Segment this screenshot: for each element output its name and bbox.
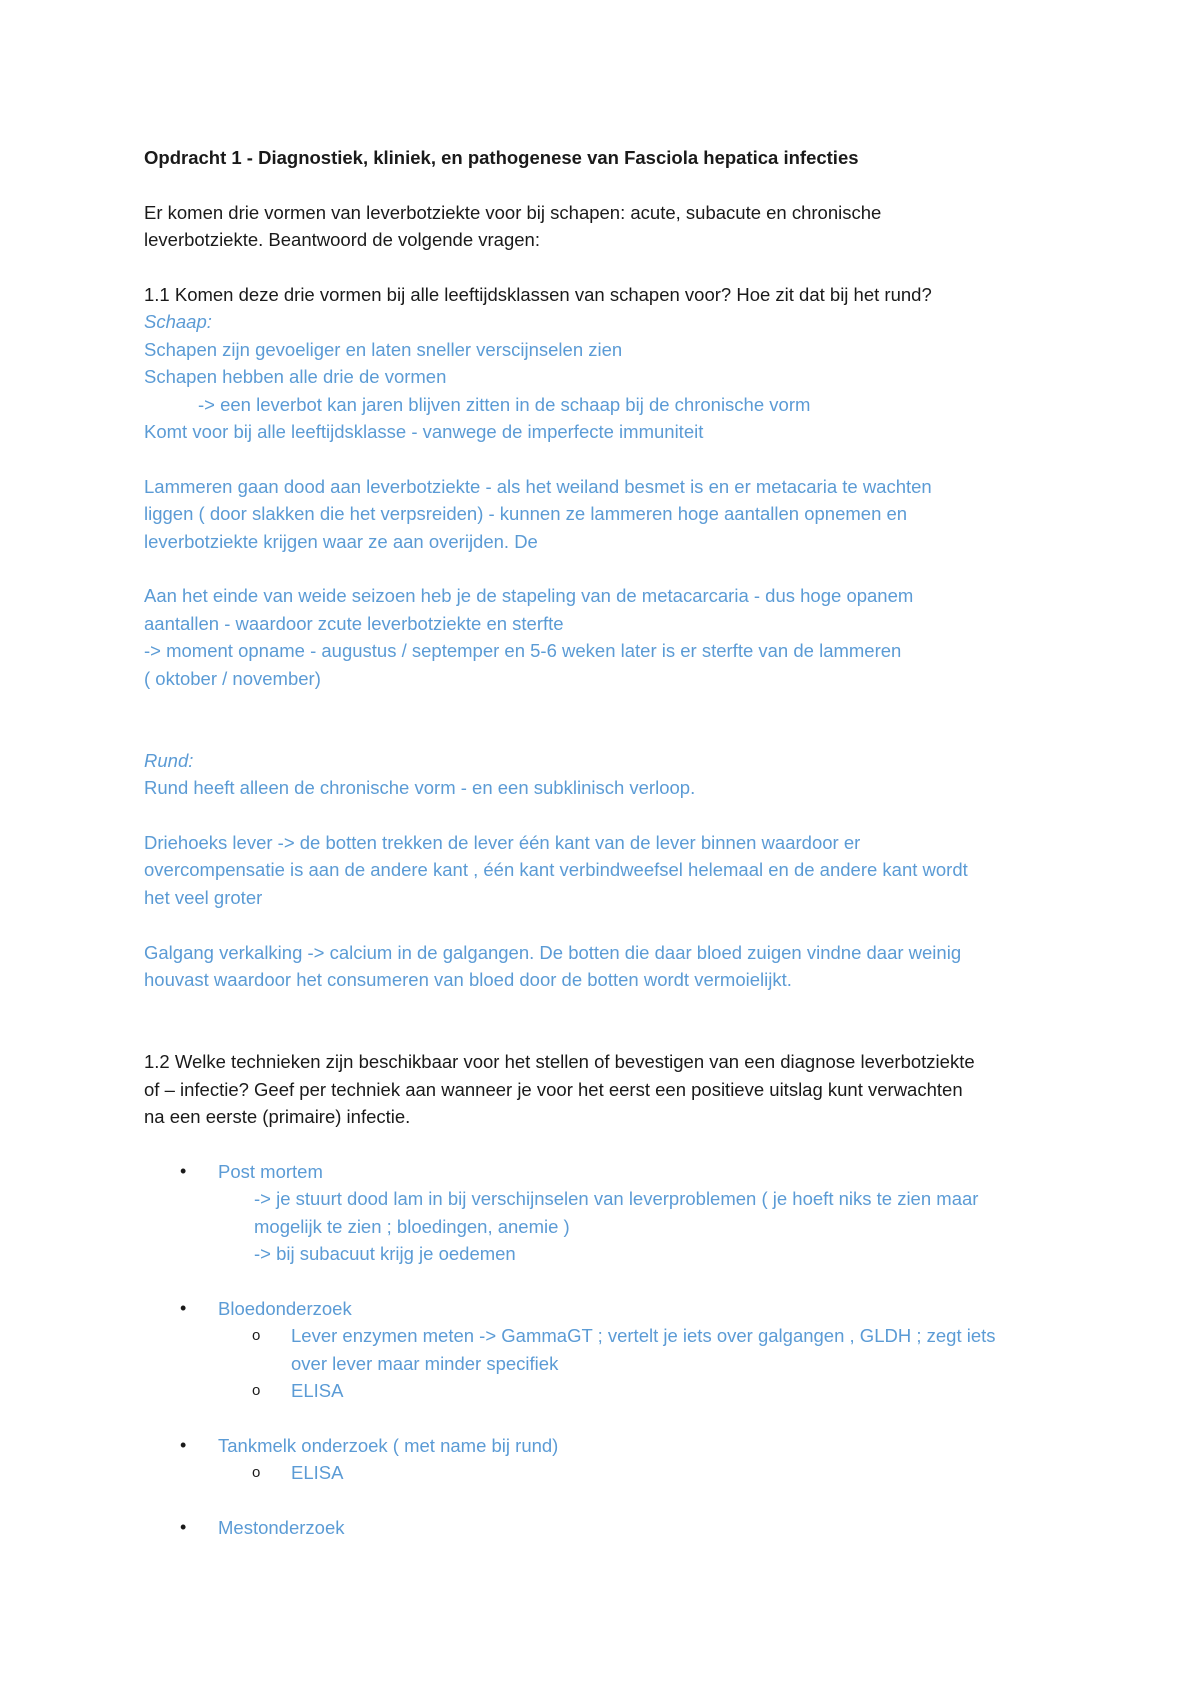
lammeren-line: liggen ( door slakken die het verpsreiden) - kunnen ze lammeren hoge aantallen opnemen en bbox=[144, 503, 908, 525]
lammeren-line: leverbotziekte krijgen waar ze aan overijden. De bbox=[144, 530, 538, 552]
sub-list-item bbox=[144, 1377, 1064, 1404]
seizoen-line: ( oktober / november) bbox=[144, 667, 321, 689]
bullet-icon: • bbox=[180, 1297, 187, 1318]
intro-line-2: leverbotziekte. Beantwoord de volgende vragen: bbox=[144, 229, 540, 251]
driehoeks-line: Driehoeks lever -> de botten trekken de lever één kant van de lever binnen waardoor er bbox=[144, 832, 861, 854]
question-1-2-line: of – infectie? Geef per techniek aan wanneer je voor het eerst een positieve uitslag kunt verwachten bbox=[144, 1078, 963, 1100]
answer-line: Komt voor bij alle leeftijdsklasse - vanwege de imperfecte immuniteit bbox=[144, 421, 704, 443]
galgang-line: houvast waardoor het consumeren van bloed door de botten wordt vermoielijkt. bbox=[144, 969, 792, 991]
list-item-label: Tankmelk onderzoek ( met name bij rund) bbox=[218, 1434, 559, 1456]
question-1-2-line: 1.2 Welke technieken zijn beschikbaar voor het stellen of bevestigen van een diagnose leverbotziekte bbox=[144, 1051, 975, 1073]
document-title: Opdracht 1 - Diagnostiek, kliniek, en pathogenese van Fasciola hepatica infecties bbox=[144, 147, 859, 168]
list-item-label: Post mortem bbox=[218, 1160, 323, 1182]
bullet-icon: • bbox=[180, 1517, 187, 1538]
sub-bullet-icon: o bbox=[252, 1382, 261, 1400]
answer-line: Schapen zijn gevoeliger en laten sneller verscijnselen zien bbox=[144, 338, 623, 360]
list-item-bloedonderzoek bbox=[144, 1295, 1064, 1322]
sub-list-item bbox=[144, 1459, 1064, 1486]
sub-list-item bbox=[144, 1322, 1064, 1349]
question-1-2-line: na een eerste (primaire) infectie. bbox=[144, 1106, 411, 1128]
list-item-tankmelk bbox=[144, 1432, 1064, 1459]
document-page bbox=[144, 144, 1064, 1542]
lammeren-line: Lammeren gaan dood aan leverbotziekte - als het weiland besmet is en er metacaria te wachten bbox=[144, 475, 932, 497]
list-item-mestonderzoek bbox=[144, 1514, 1064, 1541]
bullet-icon: • bbox=[180, 1434, 187, 1455]
list-item-label: Mestonderzoek bbox=[218, 1517, 345, 1539]
answer-line: Schapen hebben alle drie de vormen bbox=[144, 366, 447, 388]
seizoen-line: Aan het einde van weide seizoen heb je de stapeling van de metacarcaria - dus hoge opanem bbox=[144, 585, 914, 607]
rund-label: Rund: bbox=[144, 749, 194, 771]
sub-list-item-text: ELISA bbox=[291, 1380, 344, 1402]
post-mortem-line: -> je stuurt dood lam in bij verschijnselen van leverproblemen ( je hoeft niks te zien maar bbox=[254, 1188, 979, 1210]
sub-list-item-text: ELISA bbox=[291, 1462, 344, 1484]
intro-line-1: Er komen drie vormen van leverbotziekte voor bij schapen: acute, subacute en chronische bbox=[144, 201, 882, 223]
list-item-post-mortem bbox=[144, 1158, 1064, 1185]
post-mortem-line: mogelijk te zien ; bloedingen, anemie ) bbox=[254, 1215, 570, 1237]
seizoen-line: -> moment opname - augustus / septemper en 5-6 weken later is er sterfte van de lammeren bbox=[144, 640, 902, 662]
driehoeks-line: overcompensatie is aan de andere kant , één kant verbindweefsel helemaal en de andere kant wordt bbox=[144, 859, 968, 881]
question-1-1: 1.1 Komen deze drie vormen bij alle leeftijdsklassen van schapen voor? Hoe zit dat bij het rund? bbox=[144, 284, 932, 305]
galgang-line: Galgang verkalking -> calcium in de galgangen. De botten die daar bloed zuigen vindne daar weinig bbox=[144, 941, 962, 963]
seizoen-line: aantallen - waardoor zcute leverbotziekte en sterfte bbox=[144, 612, 564, 634]
driehoeks-line: het veel groter bbox=[144, 886, 263, 908]
list-item-label: Bloedonderzoek bbox=[218, 1297, 352, 1319]
rund-line: Rund heeft alleen de chronische vorm - en een subklinisch verloop. bbox=[144, 777, 696, 799]
answer-line-indented: -> een leverbot kan jaren blijven zitten in de schaap bij de chronische vorm bbox=[198, 393, 811, 415]
post-mortem-line: -> bij subacuut krijg je oedemen bbox=[254, 1243, 516, 1265]
sub-bullet-icon: o bbox=[252, 1327, 261, 1345]
sub-list-item-continuation: over lever maar minder specifiek bbox=[291, 1352, 559, 1374]
schaap-label: Schaap: bbox=[144, 311, 212, 333]
sub-bullet-icon: o bbox=[252, 1464, 261, 1482]
sub-list-item-text: Lever enzymen meten -> GammaGT ; vertelt je iets over galgangen , GLDH ; zegt iets bbox=[291, 1325, 996, 1347]
bullet-icon: • bbox=[180, 1160, 187, 1181]
